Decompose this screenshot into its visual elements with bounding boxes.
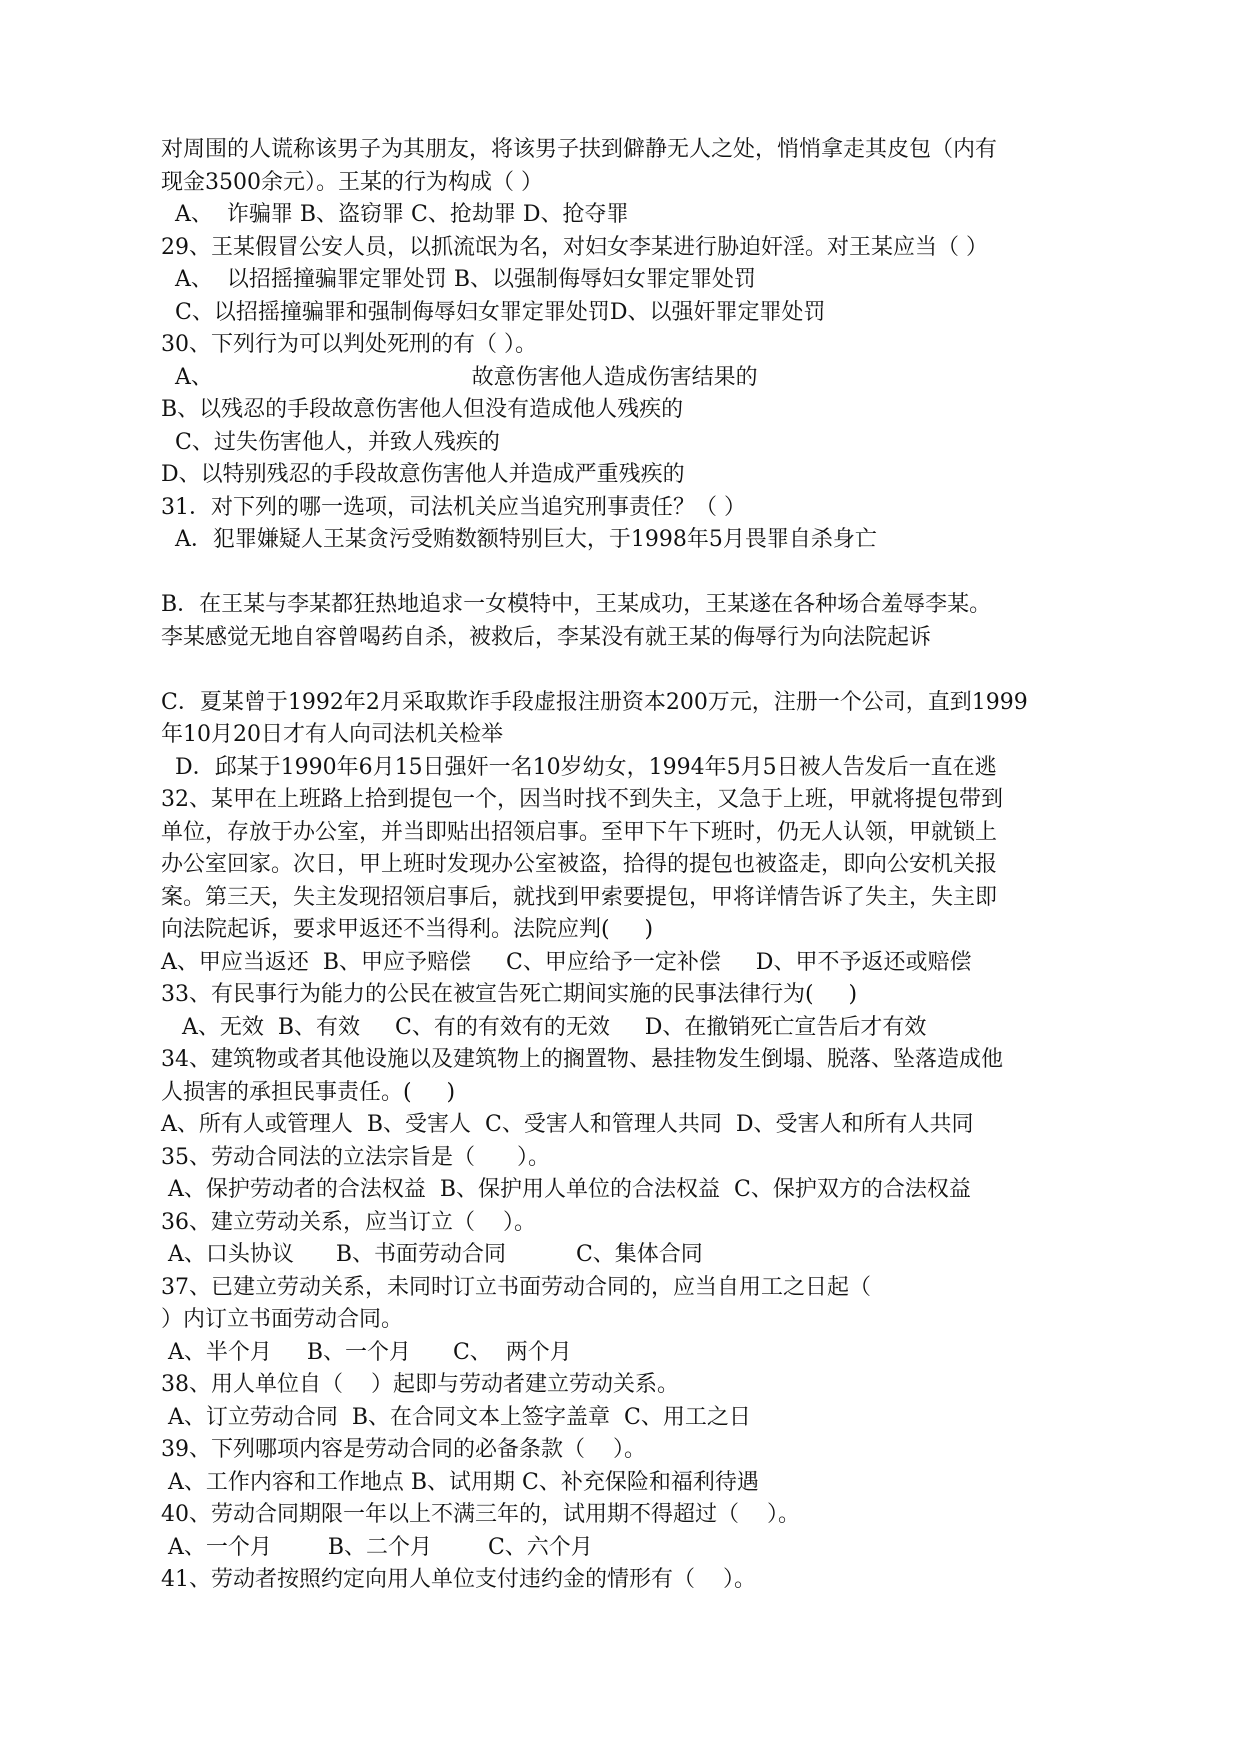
option-line: A、工作内容和工作地点 B、试用期 C、补充保险和福利待遇: [161, 1469, 759, 1495]
text-line: 案。第三天，失主发现招领启事后，就找到甲索要提包，甲将详情告诉了失主，失主即: [161, 884, 998, 910]
question-33: 33、有民事行为能力的公民在被宣告死亡期间实施的民事法律行为( ): [161, 982, 858, 1007]
question-34: 34、建筑物或者其他设施以及建筑物上的搁置物、悬挂物发生倒塌、脱落、坠落造成他: [161, 1047, 1003, 1072]
question-30: 30、下列行为可以判处死刑的有（ ）。: [161, 332, 537, 357]
option-line: A、订立劳动合同 B、在合同文本上签字盖章 C、用工之日: [161, 1404, 751, 1430]
option-line: A．犯罪嫌疑人王某贪污受贿数额特别巨大，于1998年5月畏罪自杀身亡: [161, 527, 877, 552]
option-line: A、所有人或管理人 B、受害人 C、受害人和管理人共同 D、受害人和所有人共同: [161, 1112, 974, 1137]
question-36: 36、建立劳动关系，应当订立（ ）。: [161, 1209, 536, 1235]
option-line: B、以残忍的手段故意伤害他人但没有造成他人残疾的: [161, 397, 684, 422]
question-38: 38、用人单位自（ ）起即与劳动者建立劳动关系。: [161, 1372, 679, 1397]
text-line: 对周围的人谎称该男子为其朋友，将该男子扶到僻静无人之处，悄悄拿走其皮包（内有: [161, 137, 998, 162]
option-line: A、 诈骗罪 B、盗窃罪 C、抢劫罪 D、抢夺罪: [161, 202, 629, 227]
option-line: A、 故意伤害他人造成伤害结果的: [161, 364, 758, 390]
text-line: 现金3500余元）。王某的行为构成（ ）: [161, 169, 543, 195]
option-line: D、以特别残忍的手段故意伤害他人并造成严重残疾的: [161, 462, 685, 487]
text-line: 办公室回家。次日，甲上班时发现办公室被盗，拾得的提包也被盗走，即向公安机关报: [161, 852, 998, 877]
question-29: 29、王某假冒公安人员，以抓流氓为名，对妇女李某进行胁迫奸淫。对王某应当（ ）: [161, 234, 988, 260]
blank-line: [161, 557, 1121, 590]
text-line: ）内订立书面劳动合同。: [161, 1307, 404, 1332]
question-35: 35、劳动合同法的立法宗旨是（ ）。: [161, 1144, 550, 1170]
option-line: 李某感觉无地自容曾喝药自杀，被救后，李某没有就王某的侮辱行为向法院起诉: [161, 624, 932, 650]
option-line: 年10月20日才有人向司法机关检举: [161, 722, 503, 747]
text-line: 单位，存放于办公室，并当即贴出招领启事。至甲下午下班时，仍无人认领，甲就锁上: [161, 819, 998, 845]
text-line: 向法院起诉，要求甲返还不当得利。法院应判( ): [161, 917, 654, 942]
option-line: B．在王某与李某都狂热地追求一女模特中，王某成功，王某遂在各种场合羞辱李某。: [161, 592, 992, 617]
question-39: 39、下列哪项内容是劳动合同的必备条款（ ）。: [161, 1437, 646, 1462]
option-line: C．夏某曾于1992年2月采取欺诈手段虚报注册资本200万元，注册一个公司，直到1999: [161, 689, 1028, 715]
option-line: C、过失伤害他人，并致人残疾的: [161, 429, 500, 455]
exam-text-body: [161, 134, 1121, 1597]
question-40: 40、劳动合同期限一年以上不满三年的，试用期不得超过（ ）。: [161, 1502, 800, 1527]
question-37: 37、已建立劳动关系，未同时订立书面劳动合同的，应当自用工之日起（: [161, 1274, 871, 1300]
option-line: A、半个月 B、一个月 C、 两个月: [161, 1339, 572, 1365]
text-line: 人损害的承担民事责任。( ): [161, 1079, 456, 1105]
blank-line: [161, 654, 1121, 687]
option-line: C、以招摇撞骗罪和强制侮辱妇女罪定罪处罚D、以强奸罪定罪处罚: [161, 299, 826, 325]
question-32: 32、某甲在上班路上拾到提包一个，因当时找不到失主，又急于上班，甲就将提包带到: [161, 787, 1003, 812]
question-31: 31．对下列的哪一选项，司法机关应当追究刑事责任？（ ）: [161, 494, 746, 520]
option-line: A、保护劳动者的合法权益 B、保护用人单位的合法权益 C、保护双方的合法权益: [161, 1177, 971, 1202]
option-line: A、一个月 B、二个月 C、六个月: [161, 1534, 593, 1560]
option-line: A、甲应当返还 B、甲应予赔偿 C、甲应给予一定补偿 D、甲不予返还或赔偿: [161, 949, 972, 975]
option-line: A、 以招摇撞骗罪定罪处罚 B、以强制侮辱妇女罪定罪处罚: [161, 267, 757, 292]
option-line: A、口头协议 B、书面劳动合同 C、集体合同: [161, 1242, 703, 1267]
option-line: D．邱某于1990年6月15日强奸一名10岁幼女，1994年5月5日被人告发后一直在逃: [161, 754, 997, 780]
option-line: A、无效 B、有效 C、有的有效有的无效 D、在撤销死亡宣告后才有效: [161, 1014, 927, 1040]
question-41: 41、劳动者按照约定向用人单位支付违约金的情形有（ ）。: [161, 1567, 756, 1592]
